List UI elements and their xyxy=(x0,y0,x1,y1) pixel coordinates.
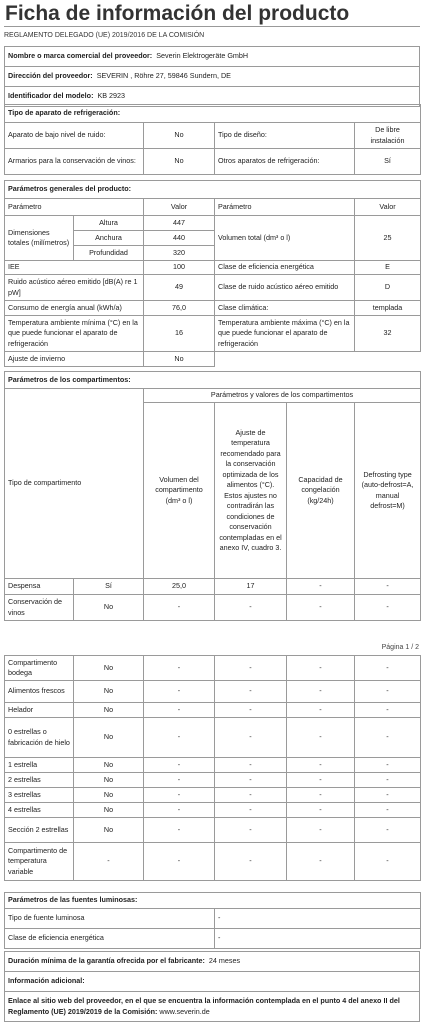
compartment-temp: - xyxy=(215,703,287,718)
compartment-row xyxy=(5,758,421,773)
link-row: Enlace al sitio web del proveedor, en el que se encuentra la información contemplada en el punto 4 del anexo II del Reglamento (UE) 2019/2019 de la Comisión: www.severin.de xyxy=(5,992,420,1022)
compartment-row xyxy=(5,788,421,803)
compartment-volume: - xyxy=(144,803,215,818)
dims-label: Dimensiones totales (milímetros) xyxy=(5,216,74,261)
other-value: Sí xyxy=(355,149,421,175)
winter-label: Ajuste de invierno xyxy=(5,352,144,367)
compartment-present: Sí xyxy=(74,579,144,595)
compartment-defrost: - xyxy=(355,656,421,681)
compartment-temp: - xyxy=(215,843,287,881)
climate-value: templada xyxy=(355,301,421,316)
supplier-table xyxy=(4,46,420,107)
general-heading: Parámetros generales del producto: xyxy=(5,181,421,199)
compartment-name: Compartimento bodega xyxy=(5,656,74,681)
compartment-row xyxy=(5,818,421,843)
tmax-value: 32 xyxy=(355,316,421,352)
compartment-freeze: - xyxy=(287,758,355,773)
supplier-name-row: Nombre o marca comercial del proveedor: Severin Elektrogeräte GmbH xyxy=(5,47,420,67)
compartment-defrost: - xyxy=(355,703,421,718)
value-header-2: Valor xyxy=(355,199,421,216)
low-noise-value: No xyxy=(144,123,215,149)
light-type-label: Tipo de fuente luminosa xyxy=(5,909,215,929)
compartment-defrost: - xyxy=(355,818,421,843)
light-class-label: Clase de eficiencia energética xyxy=(5,929,215,949)
compartment-name: 2 estrellas xyxy=(5,773,74,788)
eff-label: Clase de eficiencia energética xyxy=(215,261,355,275)
noise-label: Ruido acústico aéreo emitido [dB(A) re 1 pW] xyxy=(5,275,144,301)
compartment-temp: - xyxy=(215,818,287,843)
energy-label: Consumo de energía anual (kWh/a) xyxy=(5,301,144,316)
compartment-freeze: - xyxy=(287,773,355,788)
compartment-temp: - xyxy=(215,788,287,803)
iee-label: IEE xyxy=(5,261,144,275)
compartment-volume: - xyxy=(144,703,215,718)
compartment-row xyxy=(5,656,421,681)
compartment-freeze: - xyxy=(287,703,355,718)
tmin-value: 16 xyxy=(144,316,215,352)
compartment-freeze: - xyxy=(287,788,355,803)
depth-label: Profundidad xyxy=(74,246,144,261)
type-heading: Tipo de aparato de refrigeración: xyxy=(5,105,421,123)
compartment-row xyxy=(5,718,421,758)
height-value: 447 xyxy=(144,216,215,231)
compartment-freeze: - xyxy=(287,843,355,881)
volume-value: 25 xyxy=(355,216,421,261)
compartment-volume: - xyxy=(144,788,215,803)
param-header-2: Parámetro xyxy=(215,199,355,216)
compartment-defrost: - xyxy=(355,718,421,758)
depth-value: 320 xyxy=(144,246,215,261)
compartment-temp: - xyxy=(215,773,287,788)
col-freeze-header: Capacidad de congelación (kg/24h) xyxy=(287,403,355,579)
width-value: 440 xyxy=(144,231,215,246)
design-label: Tipo de diseño: xyxy=(215,123,355,149)
compartment-volume: 25,0 xyxy=(144,579,215,595)
compartment-row xyxy=(5,703,421,718)
compartment-temp: - xyxy=(215,656,287,681)
footer-table xyxy=(4,951,420,1022)
compartment-defrost: - xyxy=(355,773,421,788)
wine-value: No xyxy=(144,149,215,175)
compartment-present: - xyxy=(74,843,144,881)
compartment-present: No xyxy=(74,788,144,803)
compartment-name: Conservación de vinos xyxy=(5,595,74,621)
winter-value: No xyxy=(144,352,215,367)
compartment-volume: - xyxy=(144,758,215,773)
compartment-defrost: - xyxy=(355,843,421,881)
compartment-volume: - xyxy=(144,656,215,681)
col-volume-header: Volumen del compartimento (dm³ o l) xyxy=(144,403,215,579)
iee-value: 100 xyxy=(144,261,215,275)
compartment-freeze: - xyxy=(287,803,355,818)
compartment-present: No xyxy=(74,595,144,621)
type-table xyxy=(4,104,421,175)
compartment-name: Alimentos frescos xyxy=(5,681,74,703)
compartment-row xyxy=(5,843,421,881)
compartment-volume: - xyxy=(144,595,215,621)
tmax-label: Temperatura ambiente máxima (°C) en la que puede funcionar el aparato de refrigeración xyxy=(215,316,355,352)
compartment-row xyxy=(5,803,421,818)
page-title: Ficha de información del producto xyxy=(5,2,350,25)
compartment-temp: - xyxy=(215,681,287,703)
compartment-volume: - xyxy=(144,818,215,843)
col-temp-header: Ajuste de temperatura recomendado para la conservación optimizada de los alimentos (°C). Estos ajustes no contradirán las condiciones de conservación contempladas en el anexo IV, cuadro 3. xyxy=(215,403,287,579)
compartment-present: No xyxy=(74,718,144,758)
noise-value: 49 xyxy=(144,275,215,301)
compartments-heading: Parámetros de los compartimentos: xyxy=(5,372,421,389)
compartment-present: No xyxy=(74,773,144,788)
compartment-temp: - xyxy=(215,803,287,818)
compartment-volume: - xyxy=(144,718,215,758)
other-label: Otros aparatos de refrigeración: xyxy=(215,149,355,175)
light-table xyxy=(4,892,421,949)
compartment-temp: - xyxy=(215,758,287,773)
compartment-present: No xyxy=(74,818,144,843)
compartment-freeze: - xyxy=(287,818,355,843)
compartment-defrost: - xyxy=(355,579,421,595)
compartment-defrost: - xyxy=(355,803,421,818)
noise-class-label: Clase de ruido acústico aéreo emitido xyxy=(215,275,355,301)
compartment-present: No xyxy=(74,703,144,718)
compartment-row xyxy=(5,773,421,788)
supplier-link[interactable]: www.severin.de xyxy=(159,1006,210,1016)
param-header: Parámetro xyxy=(5,199,144,216)
eff-value: E xyxy=(355,261,421,275)
compartment-temp: - xyxy=(215,595,287,621)
compartments-table-page2 xyxy=(4,655,421,881)
compartment-row xyxy=(5,595,421,621)
compartment-volume: - xyxy=(144,773,215,788)
compartment-temp: - xyxy=(215,718,287,758)
compartment-type-header: Tipo de compartimento xyxy=(5,389,144,579)
compartment-freeze: - xyxy=(287,656,355,681)
volume-label: Volumen total (dm³ o l) xyxy=(215,216,355,261)
compartment-name: 3 estrellas xyxy=(5,788,74,803)
supplier-address-row: Dirección del proveedor: SEVERIN , Röhre 27, 59846 Sundern, DE xyxy=(5,67,420,87)
compartment-name: Compartimento de temperatura variable xyxy=(5,843,74,881)
value-header: Valor xyxy=(144,199,215,216)
compartment-freeze: - xyxy=(287,579,355,595)
compartment-present: No xyxy=(74,803,144,818)
compartment-present: No xyxy=(74,656,144,681)
col-defrost-header: Defrosting type (auto-defrost=A, manual defrost=M) xyxy=(355,403,421,579)
climate-label: Clase climática: xyxy=(215,301,355,316)
light-class-value: - xyxy=(215,929,421,949)
height-label: Altura xyxy=(74,216,144,231)
compartment-defrost: - xyxy=(355,595,421,621)
compartment-name: Despensa xyxy=(5,579,74,595)
compartment-present: No xyxy=(74,758,144,773)
noise-class-value: D xyxy=(355,275,421,301)
compartment-name: 4 estrellas xyxy=(5,803,74,818)
compartment-volume: - xyxy=(144,681,215,703)
compartment-defrost: - xyxy=(355,788,421,803)
general-table xyxy=(4,180,421,367)
compartment-freeze: - xyxy=(287,681,355,703)
page-number: Página 1 / 2 xyxy=(381,644,419,651)
model-row: Identificador del modelo: KB 2923 xyxy=(5,87,420,107)
wine-label: Armarios para la conservación de vinos: xyxy=(5,149,144,175)
compartment-name: 0 estrellas o fabricación de hielo xyxy=(5,718,74,758)
compartment-temp: 17 xyxy=(215,579,287,595)
divider xyxy=(4,26,420,27)
low-noise-label: Aparato de bajo nivel de ruido: xyxy=(5,123,144,149)
compartment-row xyxy=(5,579,421,595)
light-type-value: - xyxy=(215,909,421,929)
guarantee-row: Duración mínima de la garantía ofrecida por el fabricante: 24 meses xyxy=(5,952,420,972)
compartment-freeze: - xyxy=(287,718,355,758)
compartment-defrost: - xyxy=(355,758,421,773)
compartment-name: Sección 2 estrellas xyxy=(5,818,74,843)
tmin-label: Temperatura ambiente mínima (°C) en la que puede funcionar el aparato de refrigeración xyxy=(5,316,144,352)
additional-heading: Información adicional: xyxy=(5,972,420,992)
compartment-present: No xyxy=(74,681,144,703)
compartments-table xyxy=(4,371,421,621)
compartment-row xyxy=(5,681,421,703)
compartment-name: 1 estrella xyxy=(5,758,74,773)
regulation: REGLAMENTO DELEGADO (UE) 2019/2016 DE LA COMISIÓN xyxy=(4,32,205,39)
width-label: Anchura xyxy=(74,231,144,246)
compartment-volume: - xyxy=(144,843,215,881)
compartment-freeze: - xyxy=(287,595,355,621)
energy-value: 76,0 xyxy=(144,301,215,316)
compartment-name: Helador xyxy=(5,703,74,718)
compartment-group-header: Parámetros y valores de los compartimentos xyxy=(144,389,421,403)
design-value: De libre instalación xyxy=(355,123,421,149)
compartment-defrost: - xyxy=(355,681,421,703)
light-heading: Parámetros de las fuentes luminosas: xyxy=(5,893,421,909)
